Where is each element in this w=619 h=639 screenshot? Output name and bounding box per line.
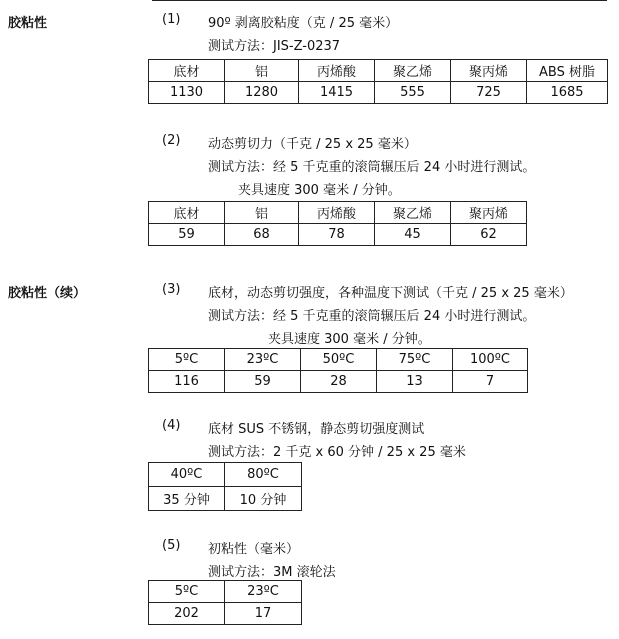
- table-header-cell: 铝: [225, 60, 299, 82]
- table-cell: 1415: [299, 82, 375, 104]
- table-row: [149, 371, 528, 393]
- table-3: [148, 348, 528, 393]
- table-cell: 202: [149, 603, 225, 625]
- table-row: [149, 487, 302, 511]
- table-cell: 59: [225, 371, 301, 393]
- table-header-cell: 铝: [225, 202, 299, 224]
- table-header-cell: 40ºC: [149, 463, 225, 487]
- table-cell: 10 分钟: [225, 487, 302, 511]
- table-cell: 116: [149, 371, 225, 393]
- table-header-cell: 底材: [149, 60, 225, 82]
- table-header-cell: 75ºC: [377, 349, 453, 371]
- item-number-2: (2): [162, 133, 181, 148]
- item-3-method: 测试方法：经 5 千克重的滚筒辗压后 24 小时进行测试。: [208, 309, 536, 324]
- table-cell: 725: [451, 82, 527, 104]
- table-cell: 35 分钟: [149, 487, 225, 511]
- table-header-cell: 50ºC: [301, 349, 377, 371]
- item-number-1: (1): [162, 12, 181, 27]
- table-5: [148, 580, 302, 625]
- table-4: [148, 462, 302, 511]
- table-header-cell: 聚乙烯: [375, 60, 451, 82]
- table-2: [148, 201, 527, 246]
- table-row: [149, 224, 527, 246]
- item-3-heading: 底材，动态剪切强度，各种温度下测试（千克 / 25 x 25 毫米）: [208, 286, 573, 301]
- table-header-cell: 底材: [149, 202, 225, 224]
- table-header-cell: 5ºC: [149, 349, 225, 371]
- table-cell: 17: [225, 603, 302, 625]
- table-header-row: [149, 349, 528, 371]
- item-number-3: (3): [162, 282, 181, 297]
- table-cell: 68: [225, 224, 299, 246]
- table-cell: 1685: [527, 82, 608, 104]
- item-4-method: 测试方法：2 千克 x 60 分钟 / 25 x 25 毫米: [208, 445, 466, 460]
- table-header-cell: 23ºC: [225, 581, 302, 603]
- table-header-cell: 聚丙烯: [451, 202, 527, 224]
- table-cell: 62: [451, 224, 527, 246]
- item-3-method-speed: 夹具速度 300 毫米 / 分钟。: [268, 332, 431, 347]
- item-number-4: (4): [162, 418, 181, 433]
- item-4-heading: 底材 SUS 不锈钢，静态剪切强度测试: [208, 422, 425, 437]
- table-header-cell: 聚乙烯: [375, 202, 451, 224]
- item-1-method: 测试方法：JIS-Z-0237: [208, 39, 341, 54]
- top-rule: [152, 0, 607, 1]
- table-header-cell: 80ºC: [225, 463, 302, 487]
- table-header-cell: 聚丙烯: [451, 60, 527, 82]
- table-header-row: [149, 60, 608, 82]
- section-title-adhesion-cont: 胶粘性（续）: [8, 286, 87, 301]
- item-2-method-speed: 夹具速度 300 毫米 / 分钟。: [238, 183, 401, 198]
- table-header-row: [149, 463, 302, 487]
- table-row: [149, 82, 608, 104]
- item-5-method: 测试方法：3M 滚轮法: [208, 565, 336, 580]
- table-header-cell: 丙烯酸: [299, 60, 375, 82]
- table-cell: 78: [299, 224, 375, 246]
- table-header-cell: 5ºC: [149, 581, 225, 603]
- table-1: [148, 59, 608, 104]
- table-header-cell: 100ºC: [453, 349, 528, 371]
- item-2-heading: 动态剪切力（千克 / 25 x 25 毫米）: [208, 137, 417, 152]
- table-header-row: [149, 202, 527, 224]
- table-row: [149, 603, 302, 625]
- table-cell: 45: [375, 224, 451, 246]
- item-number-5: (5): [162, 538, 181, 553]
- table-header-row: [149, 581, 302, 603]
- table-header-cell: 丙烯酸: [299, 202, 375, 224]
- table-cell: 555: [375, 82, 451, 104]
- table-header-cell: ABS 树脂: [527, 60, 608, 82]
- item-5-heading: 初粘性（毫米）: [208, 542, 300, 557]
- table-cell: 7: [453, 371, 528, 393]
- table-cell: 59: [149, 224, 225, 246]
- table-cell: 28: [301, 371, 377, 393]
- table-header-cell: 23ºC: [225, 349, 301, 371]
- item-2-method: 测试方法：经 5 千克重的滚筒辗压后 24 小时进行测试。: [208, 160, 536, 175]
- table-cell: 1280: [225, 82, 299, 104]
- table-cell: 1130: [149, 82, 225, 104]
- section-title-adhesion: 胶粘性: [8, 16, 48, 31]
- item-1-heading: 90º 剥离胶粘度（克 / 25 毫米）: [208, 16, 399, 31]
- table-cell: 13: [377, 371, 453, 393]
